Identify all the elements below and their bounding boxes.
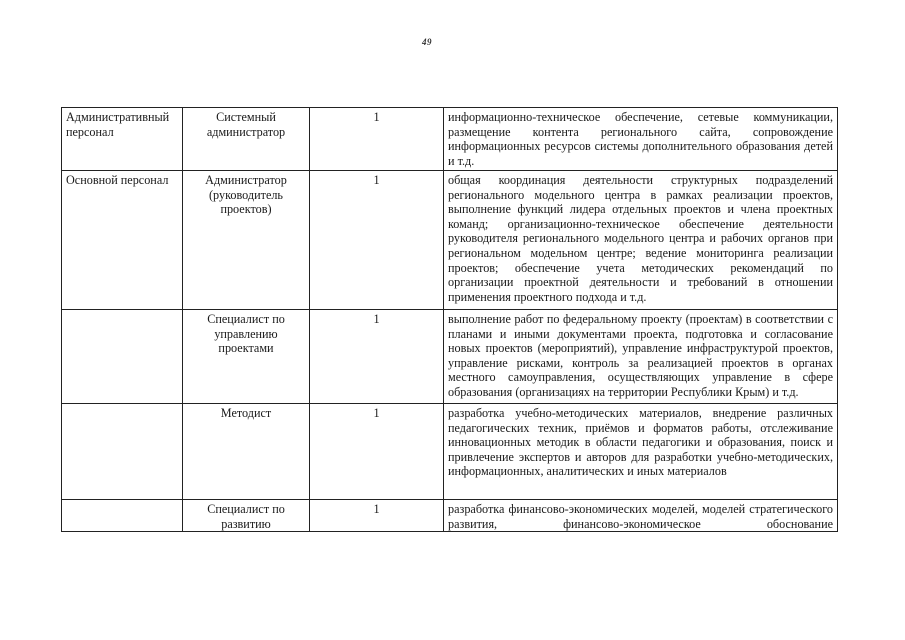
table-row (62, 404, 838, 500)
staff-category-cell: Административный персонал (62, 108, 183, 171)
staff-category-cell: Основной персонал (62, 171, 183, 310)
table-row (62, 310, 838, 404)
count-cell: 1 (310, 310, 444, 404)
duties-cell: разработка финансово-экономических моделей, моделей стратегического развития, финансово-экономическое обоснование (444, 500, 838, 532)
table-row (62, 500, 838, 532)
duties-cell: разработка учебно-методических материалов, внедрение различных педагогических техник, приёмов и форматов работы, отслеживание инновационных методик в области педагогики и образования, поиск и привлечение экспертов и авторов для разработки учебно-методических, информационных, аналитических и иных материалов (444, 404, 838, 500)
duties-cell: выполнение работ по федеральному проекту (проектам) в соответствии с планами и иными документами проекта, подготовка и согласование новых проектов (мероприятий), управление инфраструктурой проектов, управление рисками, контроль за реализацией проектов в органах местного самоуправления, осуществляющих управление в сфере образования (организациях на территории Республики Крым) и т.д. (444, 310, 838, 404)
staff-table (61, 107, 838, 532)
staff-category-cell (62, 404, 183, 500)
position-cell: Методист (183, 404, 310, 500)
position-cell: Системный администратор (183, 108, 310, 171)
count-cell: 1 (310, 171, 444, 310)
count-cell: 1 (310, 404, 444, 500)
staff-category-cell (62, 310, 183, 404)
duties-cell: информационно-техническое обеспечение, сетевые коммуникации, размещение контента регионального сайта, сопровождение информационных ресурсов системы дополнительного образования детей и т.д. (444, 108, 838, 171)
page-number: 49 (422, 37, 432, 47)
position-cell: Администратор (руководитель проектов) (183, 171, 310, 310)
count-cell: 1 (310, 500, 444, 532)
position-cell: Специалист по развитию (183, 500, 310, 532)
table-row (62, 171, 838, 310)
table-row (62, 108, 838, 171)
position-cell: Специалист по управлению проектами (183, 310, 310, 404)
count-cell: 1 (310, 108, 444, 171)
staff-category-cell (62, 500, 183, 532)
duties-cell: общая координация деятельности структурных подразделений регионального модельного центра в рамках реализации проектов, выполнение функций лидера отдельных проектов и члена проектных команд; организационно-техническое обеспечение деятельности руководителя регионального модельного центра и рабочих органов при региональном модельном центре; ведение мониторинга реализации проектов; обеспечение учета методических рекомендаций по организации проектной деятельности и требований в отношении применения проектного подхода и т.д. (444, 171, 838, 310)
